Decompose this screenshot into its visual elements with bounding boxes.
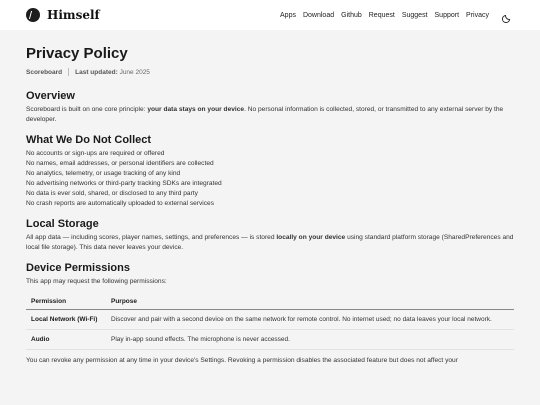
local-storage-text-part: using standard platform storage (SharedPreferences and local file storage). This data never leaves your device. bbox=[26, 234, 514, 251]
list-item: No advertising networks or third-party tracking SDKs are integrated bbox=[26, 180, 222, 187]
nav-link-download[interactable]: Download bbox=[302, 11, 335, 19]
nav-link-apps[interactable]: Apps bbox=[280, 11, 296, 19]
permission-name: Local Network (Wi-Fi) bbox=[26, 310, 106, 330]
nav-link-request[interactable]: Request bbox=[368, 11, 395, 19]
local-storage-text-part: All app data — including scores, player names, settings, and preferences — is stored bbox=[26, 234, 277, 241]
overview-text-part: Scoreboard is built on one core principle: bbox=[26, 106, 148, 113]
last-updated-value: June 2025 bbox=[119, 68, 150, 76]
permissions-table bbox=[26, 294, 514, 350]
table-row bbox=[26, 310, 514, 330]
nav-link-privacy[interactable]: Privacy bbox=[466, 11, 489, 19]
app-name: Scoreboard bbox=[26, 68, 63, 76]
brand[interactable] bbox=[26, 8, 100, 22]
permission-purpose: Play in-app sound effects. The microphone is never accessed. bbox=[106, 330, 514, 350]
permission-purpose: Discover and pair with a second device on the same network for remote control. No internet used; no data leaves your local network. bbox=[106, 310, 514, 330]
not-collect-list bbox=[26, 149, 514, 209]
table-header-row bbox=[26, 294, 514, 310]
local-storage-text bbox=[26, 233, 514, 253]
permissions-heading: Device Permissions bbox=[26, 262, 130, 274]
list-item: No crash reports are automatically uploaded to external services bbox=[26, 200, 215, 207]
nav-link-support[interactable]: Support bbox=[434, 11, 460, 19]
list-item: No analytics, telemetry, or usage tracking of any kind bbox=[26, 170, 181, 177]
himself-logo-icon bbox=[26, 8, 40, 22]
not-collect-heading: What We Do Not Collect bbox=[26, 134, 152, 146]
local-storage-text-emphasis: locally on your device bbox=[276, 234, 346, 241]
permission-name: Audio bbox=[26, 330, 106, 350]
dark-mode-toggle-icon[interactable] bbox=[502, 10, 512, 20]
brand-name: Himself bbox=[47, 8, 100, 22]
top-navbar bbox=[0, 0, 540, 30]
permissions-section bbox=[26, 262, 514, 366]
list-item: No data is ever sold, shared, or disclosed to any third party bbox=[26, 190, 198, 197]
page-meta bbox=[26, 68, 514, 76]
local-storage-heading: Local Storage bbox=[26, 218, 99, 230]
list-item: No accounts or sign-ups are required or offered bbox=[26, 150, 165, 157]
overview-section bbox=[26, 90, 514, 125]
nav-link-suggest[interactable]: Suggest bbox=[401, 11, 428, 19]
overview-text-emphasis: your data stays on your device bbox=[147, 106, 245, 113]
page-title: Privacy Policy bbox=[26, 45, 128, 62]
overview-text-part: . No personal information is collected, stored, or transmitted to any external server by the developer. bbox=[26, 106, 504, 123]
nav-link-github[interactable]: Github bbox=[341, 11, 362, 19]
not-collect-section bbox=[26, 134, 514, 209]
column-header-purpose: Purpose bbox=[106, 294, 514, 310]
policy-page bbox=[0, 30, 540, 405]
column-header-permission: Permission bbox=[26, 294, 106, 310]
list-item: No names, email addresses, or personal identifiers are collected bbox=[26, 160, 214, 167]
permissions-footnote: You can revoke any permission at any time in your device's Settings. Revoking a permission disables the associated feature but does not affect your bbox=[26, 357, 458, 364]
overview-heading: Overview bbox=[26, 90, 75, 102]
meta-divider bbox=[68, 68, 69, 76]
table-row bbox=[26, 330, 514, 350]
overview-text bbox=[26, 105, 514, 125]
last-updated-label: Last updated: bbox=[75, 68, 118, 76]
main-nav bbox=[280, 10, 512, 20]
local-storage-section bbox=[26, 218, 514, 253]
permissions-intro: This app may request the following permissions: bbox=[26, 278, 167, 285]
